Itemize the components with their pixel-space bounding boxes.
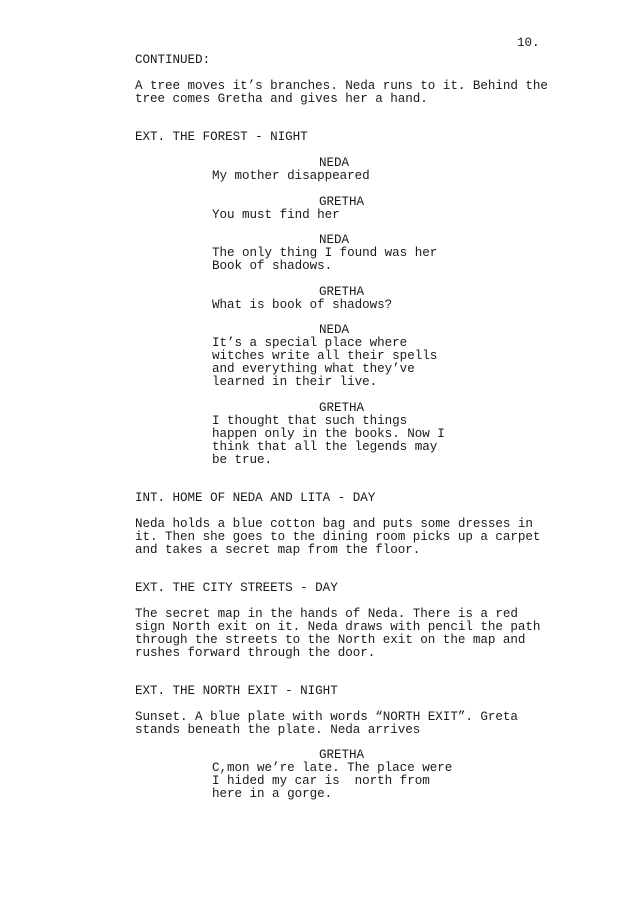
dialogue-line: witches write all their spells — [212, 349, 438, 363]
character-name: GRETHA — [319, 748, 365, 762]
action-line: A tree moves it’s branches. Neda runs to it. Behind the — [135, 79, 548, 93]
action-line: Neda holds a blue cotton bag and puts some dresses in — [135, 517, 533, 531]
action-line: tree comes Gretha and gives her a hand. — [135, 92, 428, 106]
scene-heading: EXT. THE CITY STREETS - DAY — [135, 581, 338, 595]
continued-label: CONTINUED: — [135, 53, 211, 67]
character-name: NEDA — [319, 323, 350, 337]
action-line: it. Then she goes to the dining room picks up a carpet — [135, 530, 541, 544]
dialogue-line: here in a gorge. — [212, 787, 333, 801]
action-line: rushes forward through the door. — [135, 646, 376, 660]
dialogue-line: learned in their live. — [212, 375, 378, 389]
dialogue-line: The only thing I found was her — [212, 246, 438, 260]
dialogue-line: My mother disappeared — [212, 169, 370, 183]
dialogue-line: It’s a special place where — [212, 336, 408, 350]
dialogue-line: happen only in the books. Now I — [212, 427, 445, 441]
character-name: GRETHA — [319, 401, 365, 415]
action-line: stands beneath the plate. Neda arrives — [135, 723, 421, 737]
action-line: Sunset. A blue plate with words “NORTH EXIT”. Greta — [135, 710, 518, 724]
dialogue-line: You must find her — [212, 208, 340, 222]
dialogue-line: I hided my car is north from — [212, 774, 430, 788]
dialogue-line: I thought that such things — [212, 414, 408, 428]
dialogue-line: What is book of shadows? — [212, 298, 393, 312]
character-name: GRETHA — [319, 285, 365, 299]
character-name: NEDA — [319, 233, 350, 247]
scene-heading: EXT. THE FOREST - NIGHT — [135, 130, 308, 144]
dialogue-line: and everything what they’ve — [212, 362, 415, 376]
scene-heading: EXT. THE NORTH EXIT - NIGHT — [135, 684, 338, 698]
action-line: through the streets to the North exit on the map and — [135, 633, 526, 647]
action-line: and takes a secret map from the floor. — [135, 543, 421, 557]
character-name: NEDA — [319, 156, 350, 170]
character-name: GRETHA — [319, 195, 365, 209]
scene-heading: INT. HOME OF NEDA AND LITA - DAY — [135, 491, 376, 505]
dialogue-line: think that all the legends may — [212, 440, 438, 454]
dialogue-line: C,mon we’re late. The place were — [212, 761, 453, 775]
dialogue-line: be true. — [212, 453, 273, 467]
dialogue-line: Book of shadows. — [212, 259, 333, 273]
action-line: The secret map in the hands of Neda. There is a red — [135, 607, 518, 621]
action-line: sign North exit on it. Neda draws with pencil the path — [135, 620, 541, 634]
page-number: 10. — [517, 36, 540, 50]
